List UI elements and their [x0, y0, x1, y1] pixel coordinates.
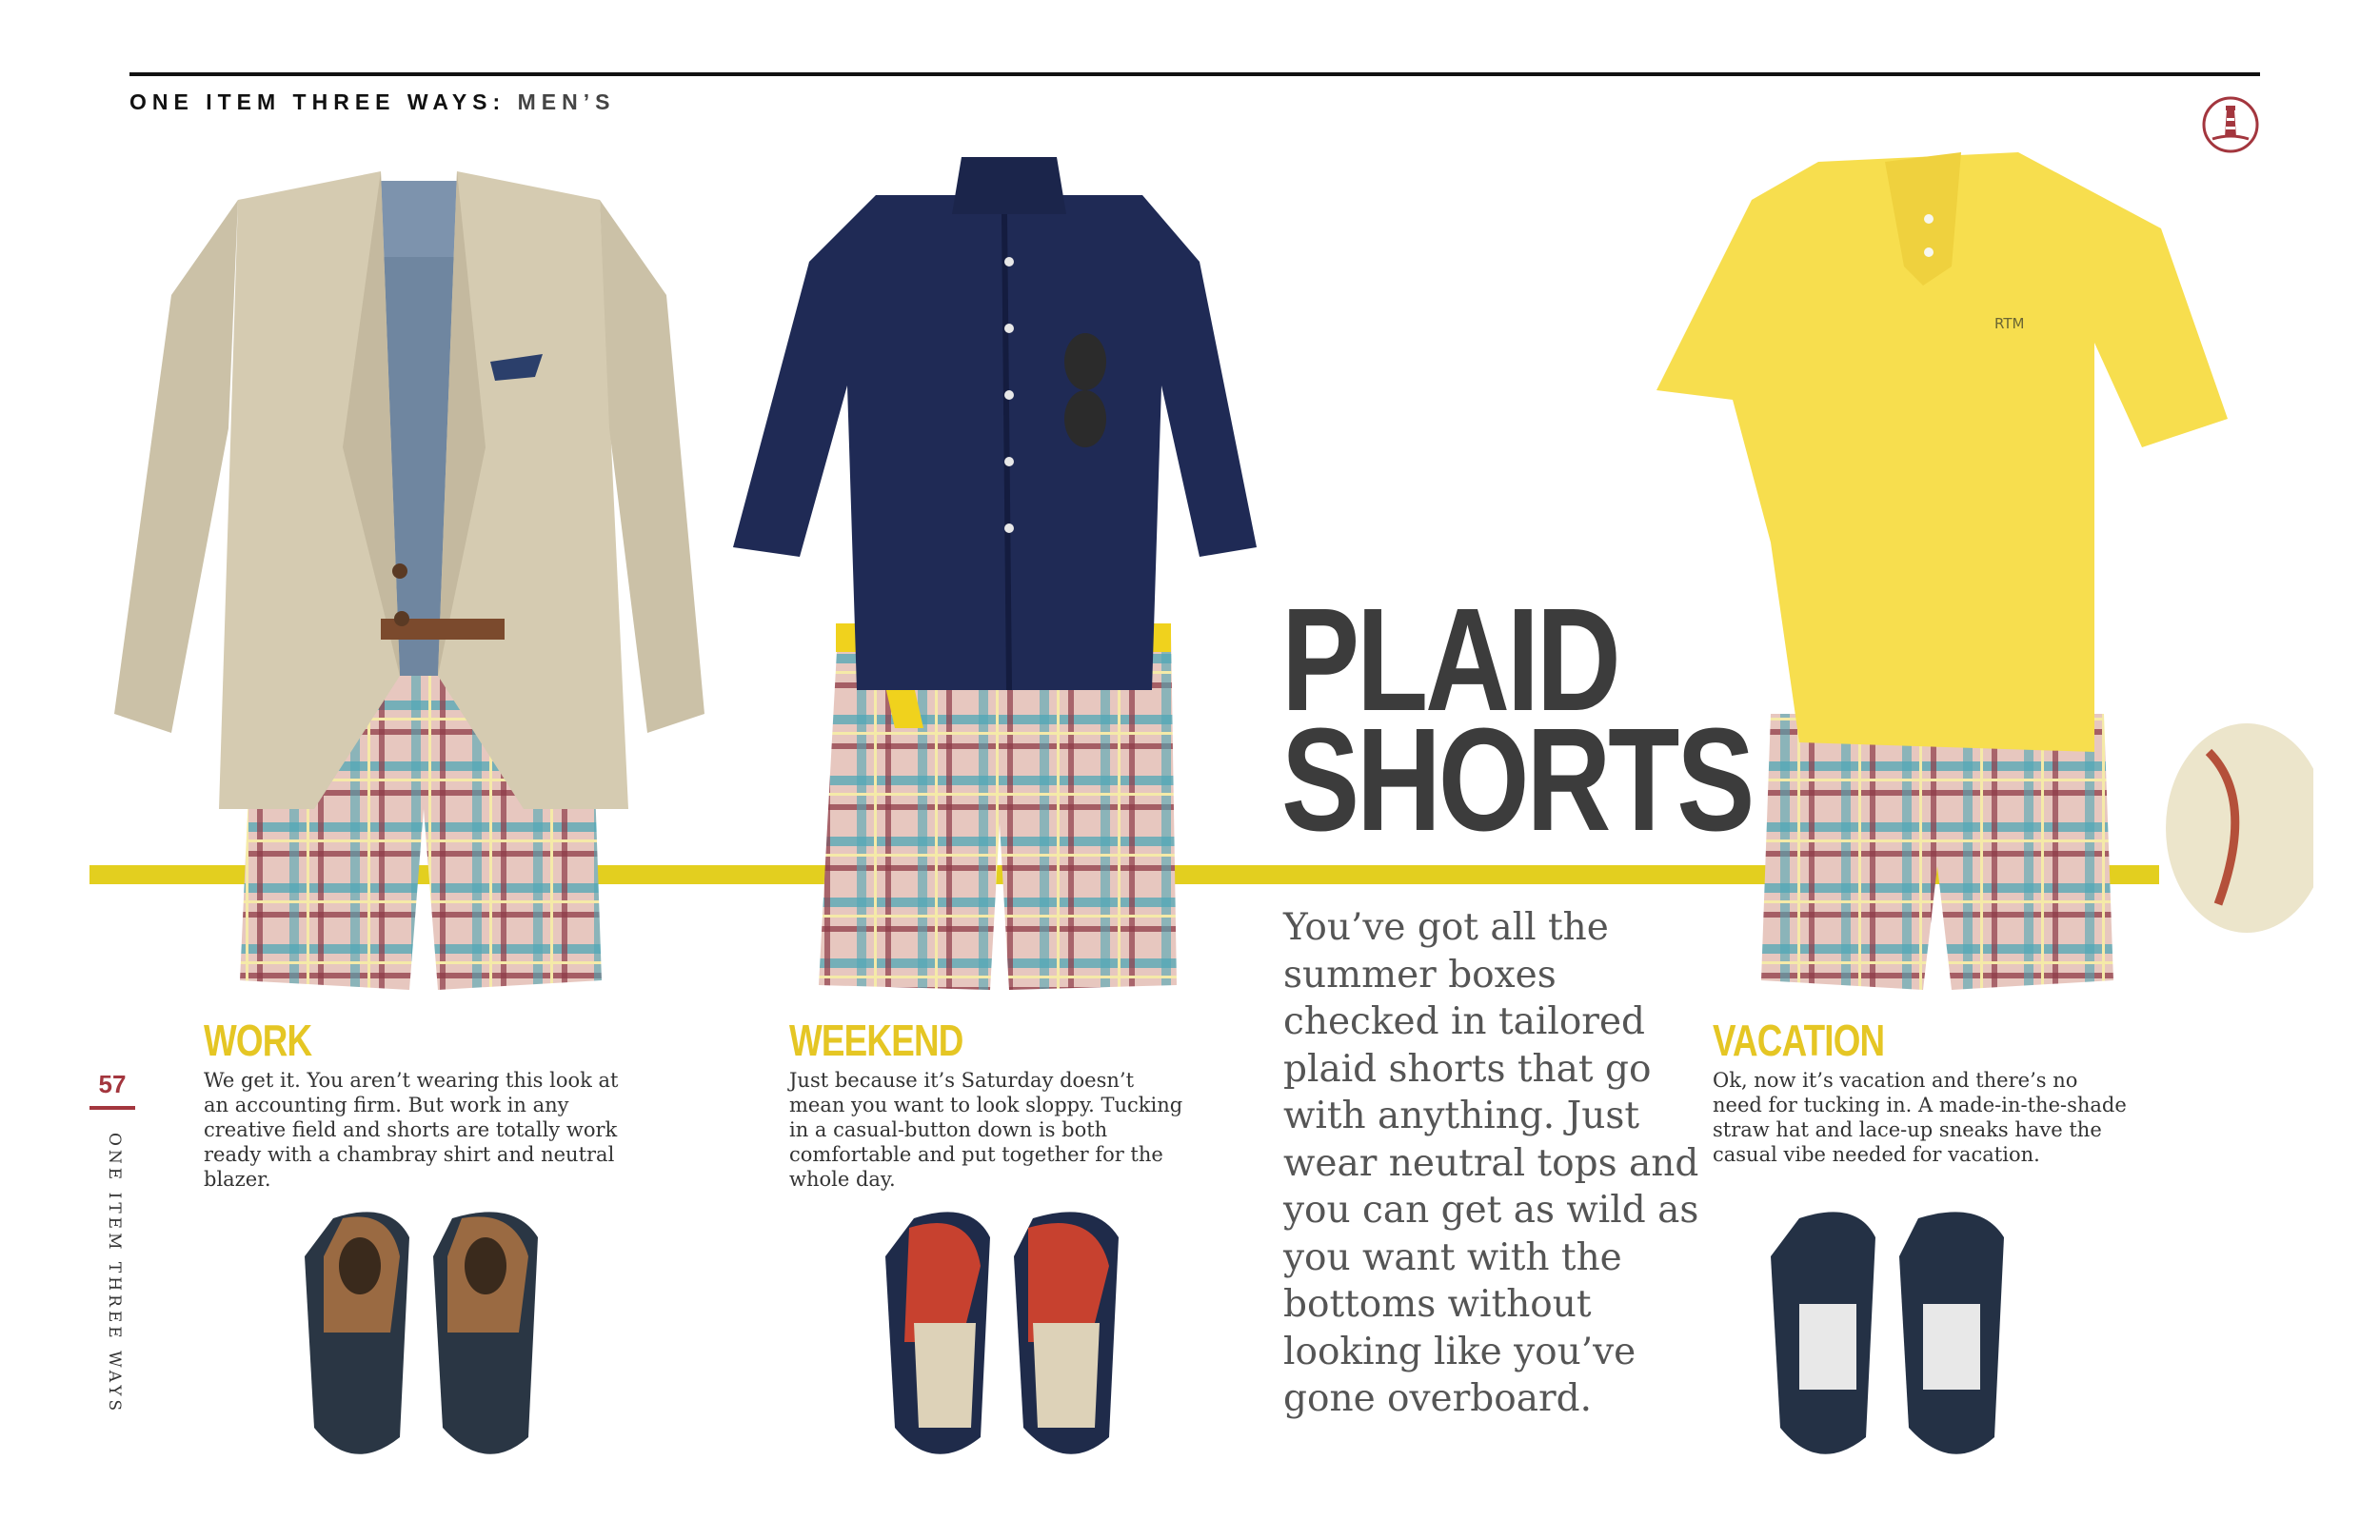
headline-line2: SHORTS — [1281, 698, 1753, 861]
section-body: We get it. You aren’t wearing this look at an accounting firm. But work in any creative field and shorts are totally work ready with a chambray shirt and neutral blazer. — [204, 1069, 619, 1191]
section-body: Ok, now it’s vacation and there’s no need for tucking in. A made-in-the-shade straw hat and lace-up sneaks have the casual vibe needed for vacation. — [1713, 1069, 2127, 1166]
section-title: WORK — [204, 1016, 312, 1065]
page-number: 57 — [98, 1070, 127, 1098]
work-shoes-image — [286, 1199, 562, 1466]
headline-line1: PLAID — [1281, 578, 1618, 741]
vacation-shoes-image — [1752, 1199, 2028, 1466]
shirt-logo: RTM — [1994, 315, 2025, 332]
headline — [1281, 578, 1753, 861]
side-label: ONE ITEM THREE WAYS — [105, 1133, 124, 1415]
weekend-shoes-image — [866, 1199, 1142, 1466]
kicker-main: ONE ITEM THREE WAYS: — [129, 89, 506, 114]
section-title: WEEKEND — [789, 1016, 963, 1065]
section-weekend — [789, 1015, 1189, 1192]
section-kicker — [129, 89, 615, 115]
section-vacation — [1713, 1015, 2132, 1167]
section-work — [204, 1015, 642, 1192]
section-title: VACATION — [1713, 1016, 1885, 1065]
intro-paragraph: You’ve got all the summer boxes checked in tailored plaid shorts that go with anything. Just wear neutral tops and you can get as wild as you want with the bottoms without looking like you’ve gone overboard. — [1283, 906, 1699, 1420]
work-outfit-image — [95, 143, 714, 1009]
section-body: Just because it’s Saturday doesn’t mean you want to look sloppy. Tucking in a casual-button down is both comfortable and put together for the whole day. — [789, 1069, 1183, 1191]
weekend-outfit-image — [724, 157, 1295, 1014]
page-number-rule — [89, 1106, 135, 1110]
vacation-outfit-image — [1647, 143, 2313, 1009]
kicker-sub: MEN’S — [517, 89, 616, 114]
top-rule — [129, 72, 2260, 76]
